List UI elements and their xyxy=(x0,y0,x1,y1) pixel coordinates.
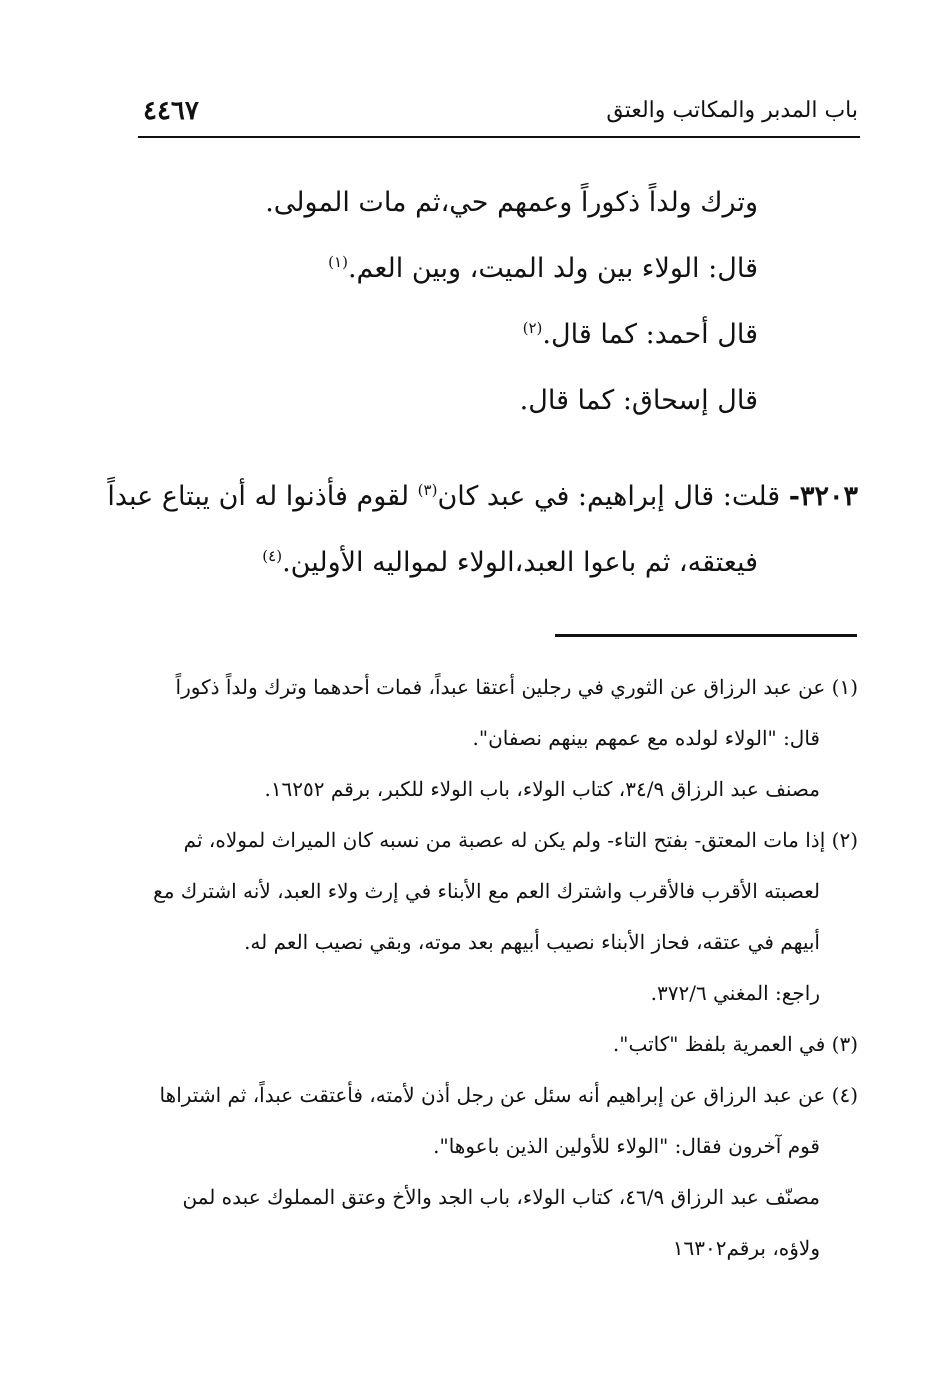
footnote-line: لعصبته الأقرب فالأقرب واشترك العم مع الأبناء في إرث ولاء العبد، لأنه اشترك مع xyxy=(153,879,820,903)
text-line xyxy=(138,530,858,596)
footnote-line: (١) عن عبد الرزاق عن الثوري في رجلين أعتقا عبداً، فمات أحدهما وترك ولداً ذكوراً xyxy=(175,675,858,699)
numbered-entry xyxy=(107,464,858,596)
footnotes xyxy=(138,662,858,1274)
main-text xyxy=(107,170,858,596)
footnote-line: مصنف عبد الرزاق ٣٤/٩، كتاب الولاء، باب الولاء للكبر، برقم ١٦٢٥٢. xyxy=(264,777,820,801)
page-header xyxy=(135,96,860,136)
text-line-content: لقوم فأذنوا له أن يبتاع عبداً xyxy=(107,481,410,512)
footnote-line: ولاؤه، برقم١٦٣٠٢ xyxy=(672,1236,820,1260)
footnote-line: راجع: المغني ٣٧٢/٦. xyxy=(650,981,820,1005)
text-line-content: قال: الولاء بين ولد الميت، وبين العم. xyxy=(347,253,758,284)
footnote-ref: (٢) xyxy=(522,319,543,337)
text-line xyxy=(138,170,858,236)
text-line xyxy=(107,464,858,530)
header-rule xyxy=(138,136,860,138)
footnote-ref: (١) xyxy=(328,253,348,271)
footnote-line: أبيهم في عتقه، فحاز الأبناء نصيب أبيهم بعد موته، وبقي نصيب العم له. xyxy=(244,930,820,954)
footnote-line: (٢) إذا مات المعتق- بفتح التاء- ولم يكن له عصبة من نسبه كان الميراث لمولاه، ثم xyxy=(183,828,858,852)
text-line xyxy=(138,368,858,434)
footnote-line: قال: "الولاء لولده مع عمهم بينهم نصفان". xyxy=(472,726,820,750)
footnote-ref: (٤) xyxy=(262,547,283,565)
entry-number: ٣٢٠٣- xyxy=(788,481,858,512)
footnote-line: مصنّف عبد الرزاق ٤٦/٩، كتاب الولاء، باب الجد والأخ وعتق المملوك عبده لمن xyxy=(182,1185,820,1209)
running-title: باب المدبر والمكاتب والعتق xyxy=(606,98,858,123)
footnote-line: قوم آخرون فقال: "الولاء للأولين الذين باعوها". xyxy=(433,1134,820,1158)
footnote-line: (٤) عن عبد الرزاق عن إبراهيم أنه سئل عن رجل أذن لأمته، فأعتقت عبداً، ثم اشتراها xyxy=(159,1083,858,1107)
page-number: ٤٤٦٧ xyxy=(143,96,199,126)
text-line xyxy=(138,302,858,368)
footnote-line: (٣) في العمرية بلفظ "كاتب". xyxy=(612,1032,858,1056)
text-line-content: وترك ولداً ذكوراً وعمهم حي،ثم مات المولى. xyxy=(265,187,758,218)
text-line-content: قال أحمد: كما قال. xyxy=(542,319,758,350)
text-line-content: فيعتقه، ثم باعوا العبد،الولاء لمواليه الأولين. xyxy=(282,547,758,578)
footnote-separator xyxy=(555,634,857,637)
text-line-content: قال إسحاق: كما قال. xyxy=(519,385,758,416)
text-line-content: قلت: قال إبراهيم: في عبد كان xyxy=(437,481,781,512)
text-line xyxy=(138,236,858,302)
footnote-ref: (٣) xyxy=(417,481,438,499)
